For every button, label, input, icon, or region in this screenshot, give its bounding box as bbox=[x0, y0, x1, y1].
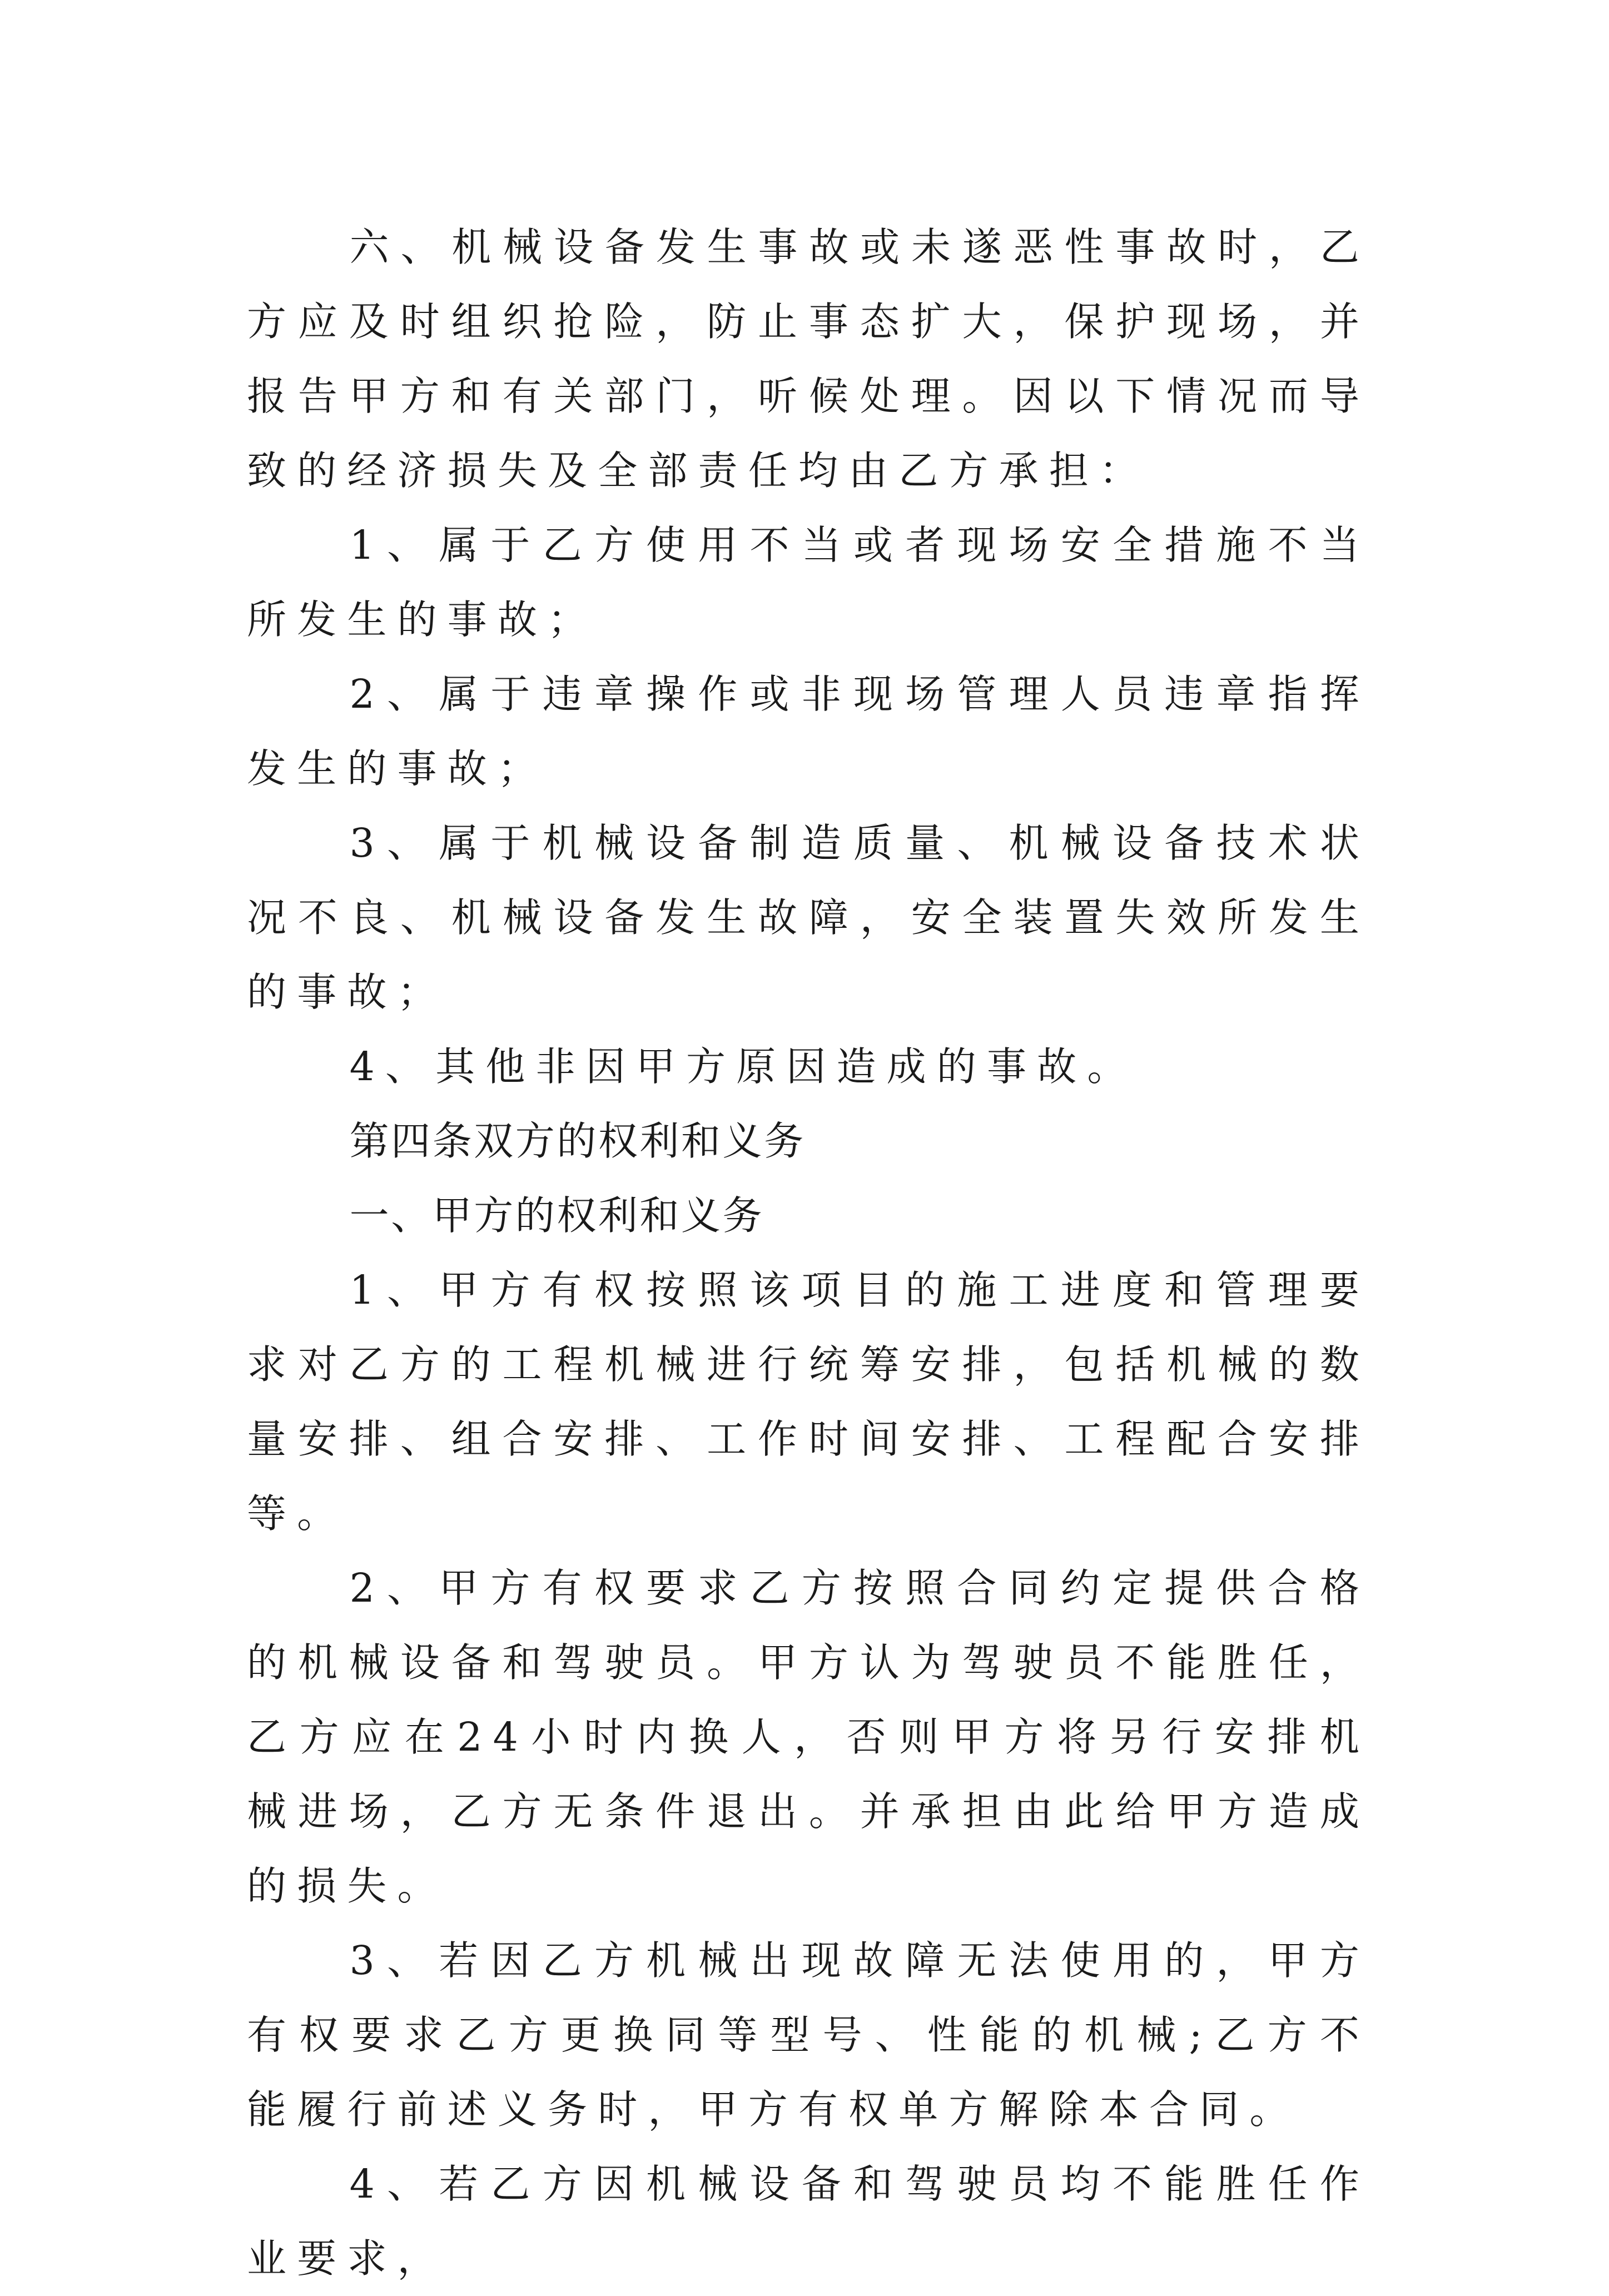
paragraph-party-a-right-4: 4、若乙方因机械设备和驾驶员均不能胜任作业要求， bbox=[247, 2161, 1370, 2282]
section-party-a-heading: 一、甲方的权利和义务 bbox=[349, 1192, 764, 1239]
paragraph-party-a-right-3: 3、若因乙方机械出现故障无法使用的，甲方有权要求乙方更换同等型号、性能的机械;乙方不能履行前述义务时，甲方有权单方解除本合同。 bbox=[247, 1937, 1370, 2133]
article-4-heading: 第四条双方的权利和义务 bbox=[349, 1118, 806, 1164]
paragraph-item-1-improper-use: 1、属于乙方使用不当或者现场安全措施不当所发生的事故； bbox=[247, 522, 1370, 643]
paragraph-party-a-right-2: 2、甲方有权要求乙方按照合同约定提供合格的机械设备和驾驶员。甲方认为驾驶员不能胜任，乙方应在24小时内换人，否则甲方将另行安排机械进场，乙方无条件退出。并承担由此给甲方造成的损失。 bbox=[247, 1565, 1370, 1909]
paragraph-item-2-violation: 2、属于违章操作或非现场管理人员违章指挥发生的事故； bbox=[247, 671, 1370, 792]
paragraph-item-4-other-causes: 4、其他非因甲方原因造成的事故。 bbox=[349, 1043, 1138, 1090]
body-text bbox=[247, 210, 1370, 2296]
paragraph-item-3-equipment-fault: 3、属于机械设备制造质量、机械设备技术状况不良、机械设备发生故障，安全装置失效所发生的事故； bbox=[247, 820, 1370, 1015]
paragraph-accident-liability: 六、机械设备发生事故或未遂恶性事故时，乙方应及时组织抢险，防止事态扩大，保护现场，并报告甲方和有关部门，听候处理。因以下情况而导致的经济损失及全部责任均由乙方承担： bbox=[247, 224, 1370, 494]
paragraph-party-a-right-1: 1、甲方有权按照该项目的施工进度和管理要求对乙方的工程机械进行统筹安排，包括机械的数量安排、组合安排、工作时间安排、工程配合安排等。 bbox=[247, 1267, 1370, 1537]
